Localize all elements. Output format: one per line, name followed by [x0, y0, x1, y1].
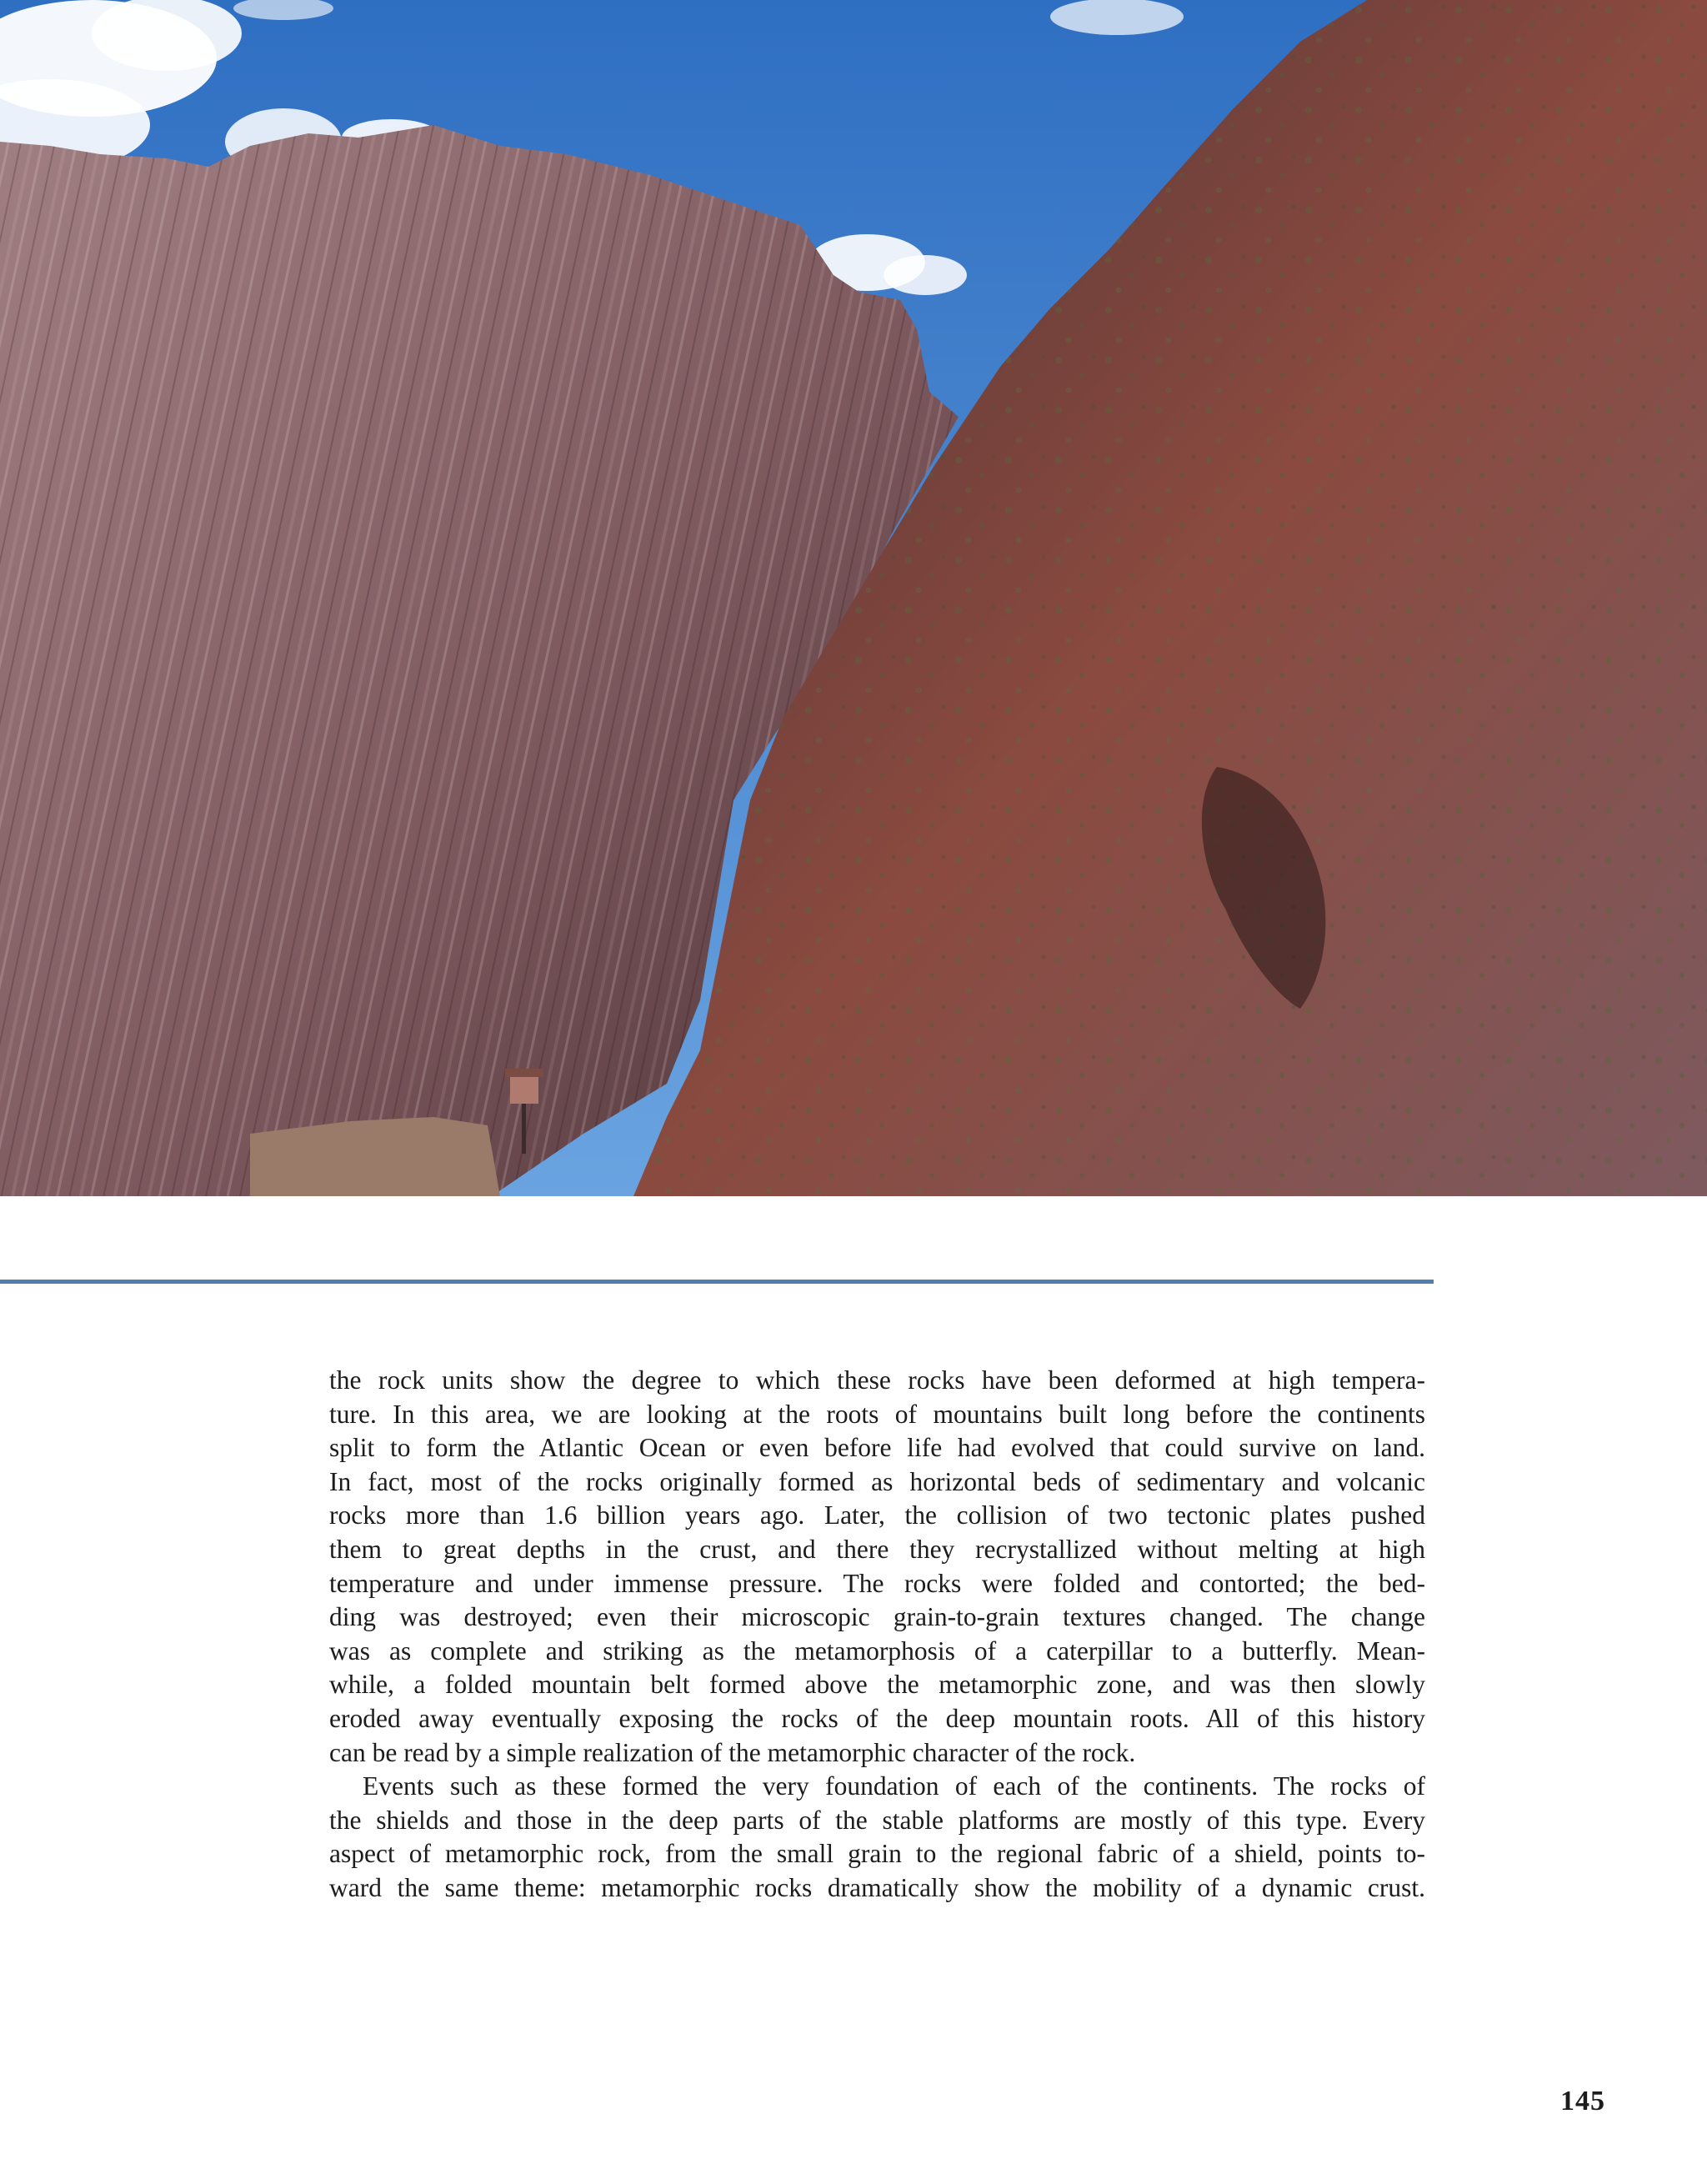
body-line: ture. In this area, we are looking at the roots of mountains built long before the continents: [329, 1399, 1425, 1429]
body-line: Events such as these formed the very foundation of each of the continents. The rocks of: [363, 1771, 1425, 1801]
page-number: 145: [1560, 2086, 1605, 2116]
body-line: split to form the Atlantic Ocean or even before life had evolved that could survive on land.: [329, 1433, 1425, 1463]
body-line: In fact, most of the rocks originally formed as horizontal beds of sedimentary and volcanic: [329, 1466, 1425, 1496]
body-line: them to great depths in the crust, and there they recrystallized without melting at high: [329, 1534, 1425, 1564]
body-line: was as complete and striking as the metamorphosis of a caterpillar to a butterfly. Mean-: [329, 1635, 1425, 1666]
body-line: ward the same theme: metamorphic rocks dramatically show the mobility of a dynamic crust.: [329, 1872, 1425, 1902]
section-divider-rule: [0, 1280, 1434, 1284]
body-line: eroded away eventually exposing the rocks of the deep mountain roots. All of this history: [329, 1703, 1425, 1733]
body-line: rocks more than 1.6 billion years ago. Later, the collision of two tectonic plates pushed: [329, 1500, 1425, 1530]
body-line: can be read by a simple realization of the metamorphic character of the rock.: [329, 1737, 1136, 1767]
body-line: aspect of metamorphic rock, from the small grain to the regional fabric of a shield, points to-: [329, 1839, 1425, 1869]
body-line: while, a folded mountain belt formed above the metamorphic zone, and was then slowly: [329, 1670, 1425, 1700]
body-line: the shields and those in the deep parts of the stable platforms are mostly of this type. Every: [329, 1805, 1425, 1835]
body-line: ding was destroyed; even their microscopic grain-to-grain textures changed. The change: [329, 1602, 1425, 1632]
body-line: temperature and under immense pressure. The rocks were folded and contorted; the bed-: [329, 1568, 1425, 1598]
body-text: [329, 1364, 1425, 1906]
body-line: the rock units show the degree to which these rocks have been deformed at high tempera-: [329, 1365, 1425, 1395]
